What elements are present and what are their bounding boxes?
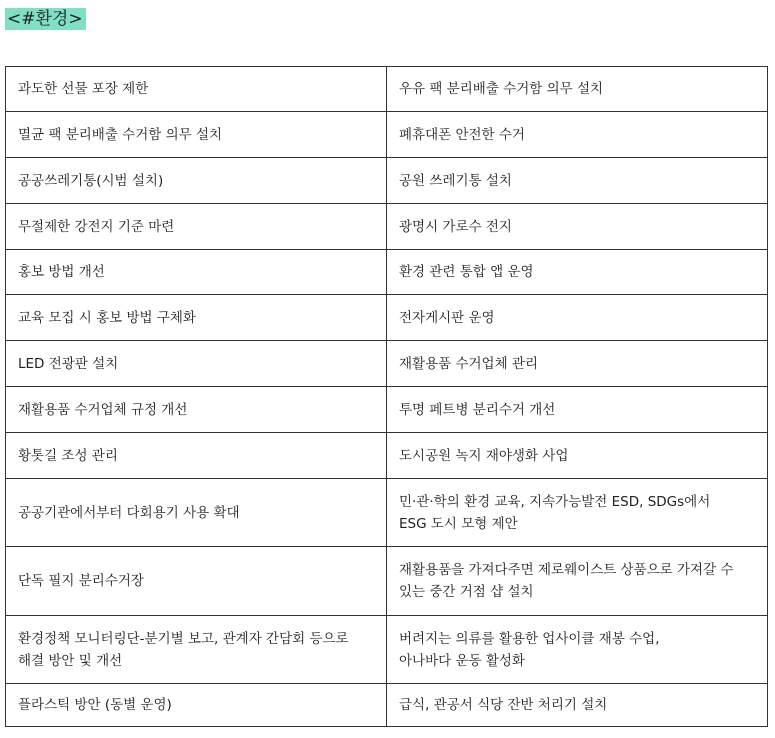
cell-text-line: 홍보 방법 개선 [18,264,105,280]
cell-text-line: 교육 모집 시 홍보 방법 구체화 [18,309,196,326]
table-cell-right [387,158,768,204]
cell-text-line: 급식, 관공서 식당 잔반 처리기 설치 [399,697,608,713]
cell-text-line: 투명 페트병 분리수거 개선 [399,401,556,418]
cell-text-line: 민·관·학의 환경 교육, 지속가능발전 ESD, SDGs에서 [399,493,711,510]
table-cell-left [6,684,387,727]
cell-text-line: 폐휴대폰 안전한 수거 [399,126,525,143]
cell-text-line: 아나바다 운동 활성화 [399,652,525,669]
table-cell-left [6,250,387,295]
table-row [6,204,768,250]
table-cell-right [387,67,768,112]
table-cell-right [387,387,768,433]
table-cell-right [387,250,768,295]
cell-text-line: 과도한 선물 포장 제한 [18,81,149,97]
cell-text-line: 환경정책 모니터링단-분기별 보고, 관계자 간담회 등으로 [18,630,349,647]
cell-text-line: LED 전광판 설치 [18,355,119,372]
table-cell-right [387,341,768,387]
cell-text-line: ESG 도시 모형 제안 [399,515,518,532]
table-row [6,158,768,204]
table-cell-right [387,479,768,547]
table-cell-left [6,341,387,387]
table-cell-left [6,479,387,547]
policy-table-body [6,67,768,727]
table-row [6,684,768,727]
table-row [6,616,768,684]
table-cell-left [6,547,387,616]
table-cell-right [387,112,768,158]
section-heading: <#환경> [5,8,86,30]
cell-text-line: 우유 팩 분리배출 수거함 의무 설치 [399,81,604,97]
cell-text-line: 해결 방안 및 개선 [18,652,123,669]
table-cell-left [6,387,387,433]
table-cell-left [6,295,387,341]
table-row [6,112,768,158]
cell-text-line: 재활용품 수거업체 규정 개선 [18,401,188,418]
cell-text-line: 광명시 가로수 전지 [399,218,512,235]
cell-text-line: 환경 관련 통합 앱 운영 [399,264,534,280]
table-row [6,295,768,341]
cell-text-line: 공공쓰레기통(시범 설치) [18,172,164,189]
table-row [6,67,768,112]
cell-text-line: 공원 쓰레기통 설치 [399,172,512,189]
table-cell-left [6,158,387,204]
cell-text-line: 플라스틱 방안 (동별 운영) [18,697,172,713]
cell-text-line: 전자게시판 운영 [399,309,495,326]
table-row [6,479,768,547]
table-cell-left [6,112,387,158]
table-row [6,387,768,433]
cell-text-line: 버려지는 의류를 활용한 업사이클 재봉 수업, [399,630,660,647]
cell-text-line: 무절제한 강전지 기준 마련 [18,218,175,235]
table-cell-right [387,616,768,684]
table-cell-right [387,204,768,250]
table-cell-left [6,433,387,479]
table-cell-right [387,433,768,479]
cell-text-line: 멸균 팩 분리배출 수거함 의무 설치 [18,126,223,143]
cell-text-line: 단독 필지 분리수거장 [18,573,144,589]
table-cell-right [387,547,768,616]
table-row [6,250,768,295]
table-cell-right [387,684,768,727]
cell-text-line: 도시공원 녹지 재야생화 사업 [399,447,569,464]
cell-text-line: 있는 중간 거점 샵 설치 [399,584,534,600]
table-row [6,341,768,387]
cell-text-line: 재활용품을 가져다주면 제로웨이스트 상품으로 가져갈 수 [399,562,734,578]
cell-text-line: 황톳길 조성 관리 [18,447,118,464]
table-row [6,547,768,616]
policy-table [5,66,768,727]
table-cell-left [6,204,387,250]
table-cell-right [387,295,768,341]
table-cell-left [6,67,387,112]
table-cell-left [6,616,387,684]
cell-text-line: 재활용품 수거업체 관리 [399,355,538,372]
table-row [6,433,768,479]
cell-text-line: 공공기관에서부터 다회용기 사용 확대 [18,504,240,521]
